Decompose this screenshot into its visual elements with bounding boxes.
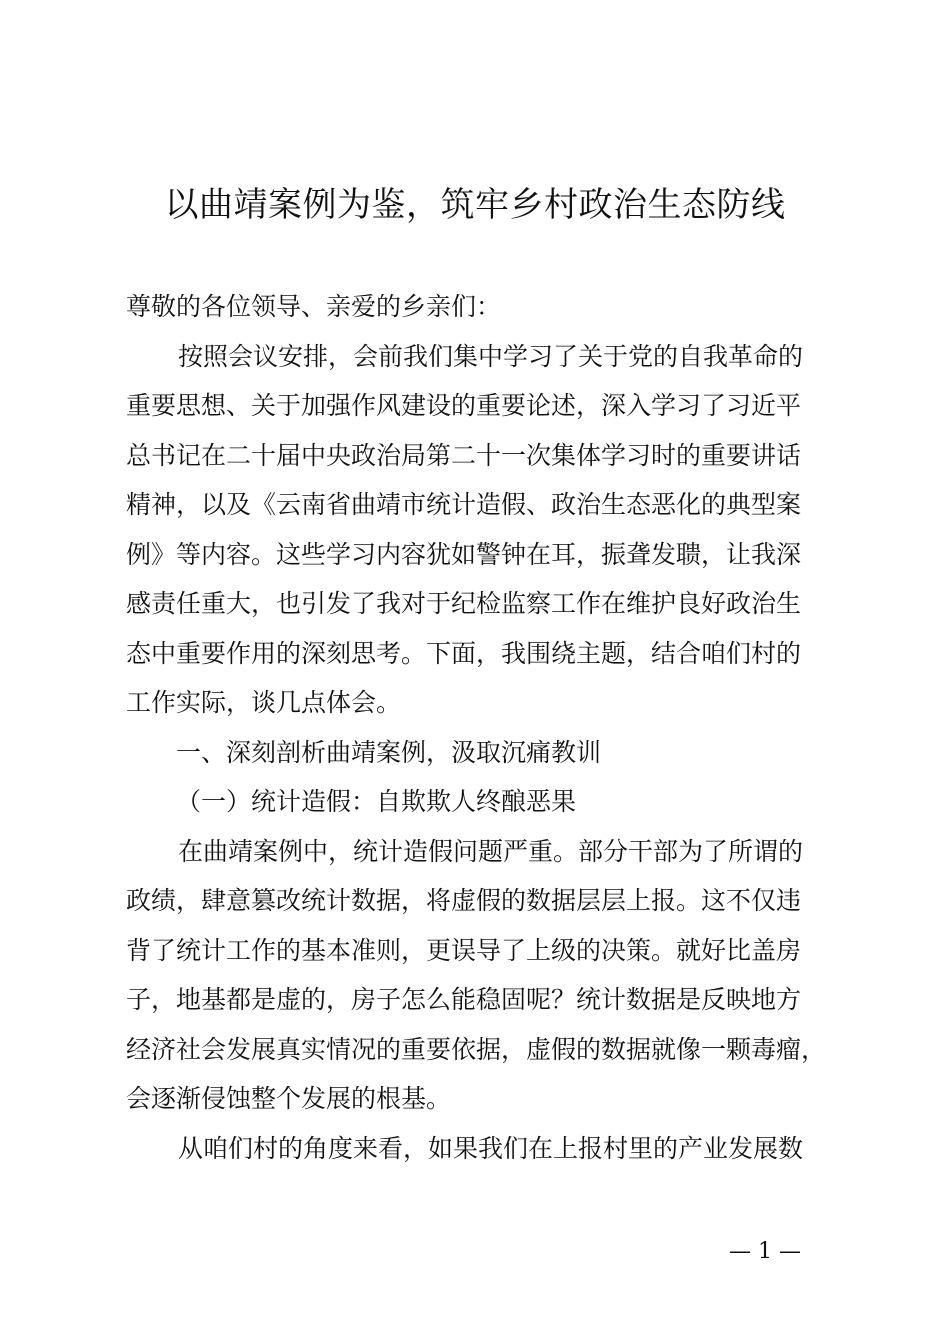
section-heading: 一、深刻剖析曲靖案例，汲取沉痛教训 <box>176 737 602 767</box>
paragraph-line: 政绩，肆意篡改统计数据，将虚假的数据层层上报。这不仅违 <box>126 886 802 915</box>
subsection-heading: （一）统计造假：自欺欺人终酿恶果 <box>176 787 577 816</box>
paragraph-line: 总书记在二十届中央政治局第二十一次集体学习时的重要讲话 <box>126 440 802 470</box>
paragraph-line: 会逐渐侵蚀整个发展的根基。 <box>126 1084 452 1113</box>
paragraph-line: 重要思想、关于加强作风建设的重要论述，深入学习了习近平 <box>126 391 802 420</box>
paragraph-line: 在曲靖案例中，统计造假问题严重。部分干部为了所谓的 <box>178 836 804 866</box>
paragraph-line: 经济社会发展真实情况的重要依据，虚假的数据就像一颗毒瘤， <box>126 1034 827 1064</box>
paragraph-line: 态中重要作用的深刻思考。下面，我围绕主题，结合咱们村的 <box>126 638 802 668</box>
paragraph-line: 按照会议安排，会前我们集中学习了关于党的自我革命的 <box>178 341 804 371</box>
paragraph-line: 精神，以及《云南省曲靖市统计造假、政治生态恶化的典型案 <box>126 490 802 519</box>
document-body <box>126 282 846 1173</box>
paragraph-line: 感责任重大，也引发了我对于纪检监察工作在维护良好政治生 <box>126 589 802 618</box>
paragraph-line: 从咱们村的角度来看，如果我们在上报村里的产业发展数 <box>178 1133 804 1163</box>
page-number: — 1 — <box>729 1239 801 1264</box>
paragraph-line: 例》等内容。这些学习内容犹如警钟在耳，振聋发聩，让我深 <box>126 539 802 569</box>
document-title: 以曲靖案例为鉴，筑牢乡村政治生态防线 <box>164 185 786 225</box>
paragraph-line: 子，地基都是虚的，房子怎么能稳固呢？统计数据是反映地方 <box>126 985 802 1014</box>
salutation: 尊敬的各位领导、亲爱的乡亲们： <box>126 292 502 321</box>
paragraph-line: 工作实际，谈几点体会。 <box>126 688 402 717</box>
paragraph-line: 背了统计工作的基本准则，更误导了上级的决策。就好比盖房 <box>126 935 802 965</box>
